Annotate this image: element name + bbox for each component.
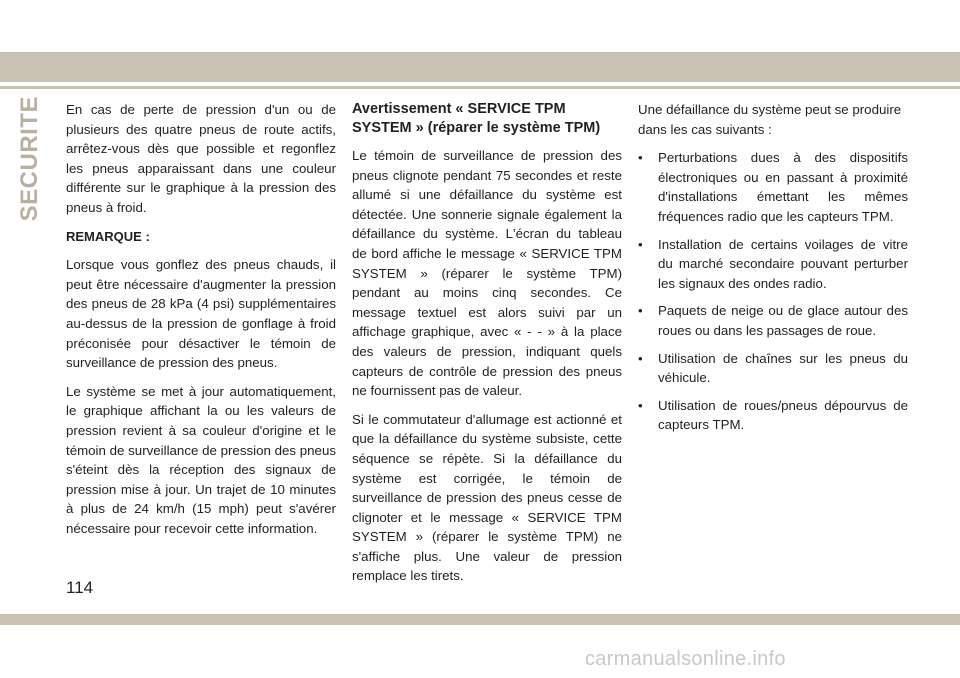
bullet-icon: • [638, 303, 643, 319]
section-side-label: SECURITE [16, 96, 43, 222]
page-number: 114 [66, 578, 94, 597]
paragraph: En cas de perte de pression d'un ou de plusieurs des quatre pneus de route actifs, arrêtez-vous dès que possible et regonflez les pneus apparaissant dans une couleur différente sur le graphique à la pression des pneus à froid. [66, 102, 336, 215]
bullet-icon: • [638, 350, 643, 366]
paragraph: Le système se met à jour automatiquement, le graphique affichant la ou les valeurs de pression revient à sa couleur d'origine et le témoin de surveillance de pression des pneus s'éteint dès la réception des signaux de pression mise à jour. Un trajet de 10 minutes à plus de 24 km/h (15 mph) peut s'avérer nécessaire pour recevoir cette information. [66, 383, 336, 536]
column-3 [638, 100, 908, 443]
watermark: carmanualsonline.info [585, 648, 786, 670]
list-item: • Utilisation de roues/pneus dépourvus de capteurs TPM. [638, 397, 908, 433]
paragraph: Si le commutateur d'allumage est actionné et que la défaillance du système subsiste, cette séquence se répète. Si la défaillance du système est corrigée, le témoin de surveillance de pression des pneus cesse de clignoter et le message « SERVICE TPM SYSTEM » (réparer le système TPM) ne s'affiche plus. Une valeur de pression remplace les tirets. [352, 411, 622, 584]
bullet-icon: • [638, 150, 643, 166]
column-2 [352, 100, 622, 595]
note-text: Lorsque vous gonflez des pneus chauds, il peut être nécessaire d'augmenter la pression des pneus de 28 kPa (4 psi) supplémentaires au-dessus de la pression de gonflage à froid préconisée pour désactiver le témoin de surveillance de pression des pneus. [66, 257, 336, 371]
list-intro: Une défaillance du système peut se produire dans les cas suivants : [638, 102, 902, 137]
list-item: • Installation de certains voilages de vitre du marché secondaire pouvant perturber les signaux des ondes radio. [638, 236, 908, 291]
bullet-icon: • [638, 236, 643, 252]
section-heading: Avertissement « SERVICE TPM SYSTEM » (réparer le système TPM) [352, 101, 601, 136]
note-heading: REMARQUE : [66, 228, 150, 244]
column-1 [66, 100, 336, 547]
header-band [0, 52, 960, 82]
paragraph: Le témoin de surveillance de pression des pneus clignote pendant 75 secondes et reste allumé si une défaillance du système est détectée. Une sonnerie signale également la défaillance du système. L'écran du tableau de bord affiche le message « SERVICE TPM SYSTEM » (réparer le système TPM) pendant au moins cinq secondes. Ce message textuel est alors suivi par un affichage graphique, avec « - - » à la place des valeurs de pression, indiquant quels capteurs de contrôle de pression des pneus ne fournissent pas de valeur. [352, 148, 622, 399]
header-rule [0, 86, 960, 89]
list-item: • Perturbations dues à des dispositifs électroniques ou en passant à proximité d'installations émettant les mêmes fréquences radio que les capteurs TPM. [638, 150, 908, 224]
footer-band [0, 614, 960, 625]
list-item: • Paquets de neige ou de glace autour des roues ou dans les passages de roue. [638, 303, 908, 338]
list-item: • Utilisation de chaînes sur les pneus du véhicule. [638, 350, 908, 386]
failure-cause-list [638, 148, 908, 435]
bullet-icon: • [638, 397, 643, 413]
